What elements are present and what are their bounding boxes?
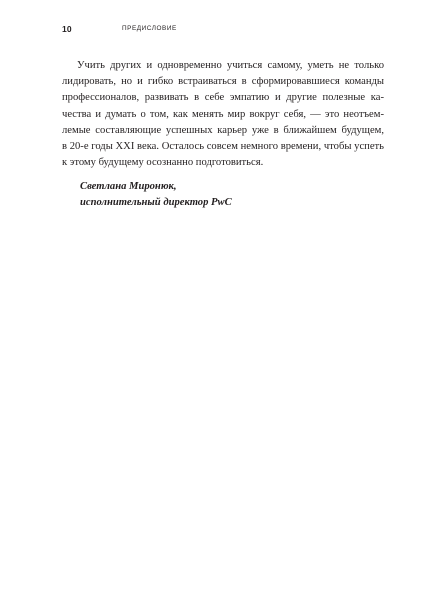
paragraph-line: профессионалов, развивать в себе эмпатию и другие полезные ка- [62, 92, 384, 104]
signature-block [80, 179, 232, 211]
signature-name: Светлана Миронюк, [80, 181, 177, 192]
paragraph-line: к этому будущему осознанно подготовиться. [62, 157, 264, 169]
page-number: 10 [62, 24, 72, 34]
paragraph-line: в 20-е годы XXI века. Осталось совсем немного времени, чтобы успеть [62, 141, 384, 153]
running-title: ПРЕДИСЛОВИЕ [122, 25, 177, 32]
signature-position: исполнительный директор PwC [80, 197, 232, 208]
paragraph-line: Учить других и одновременно учиться самому, уметь не только [77, 60, 384, 71]
paragraph-line: лидировать, но и гибко встраиваться в сформировавшиеся команды [62, 76, 384, 88]
paragraph-line: лемые составляющие успешных карьер уже в ближайшем будущем, [62, 124, 384, 136]
paragraph-line: чества и думать о том, как менять мир вокруг себя, — это неотъем- [62, 108, 384, 120]
body-paragraph [62, 58, 384, 171]
